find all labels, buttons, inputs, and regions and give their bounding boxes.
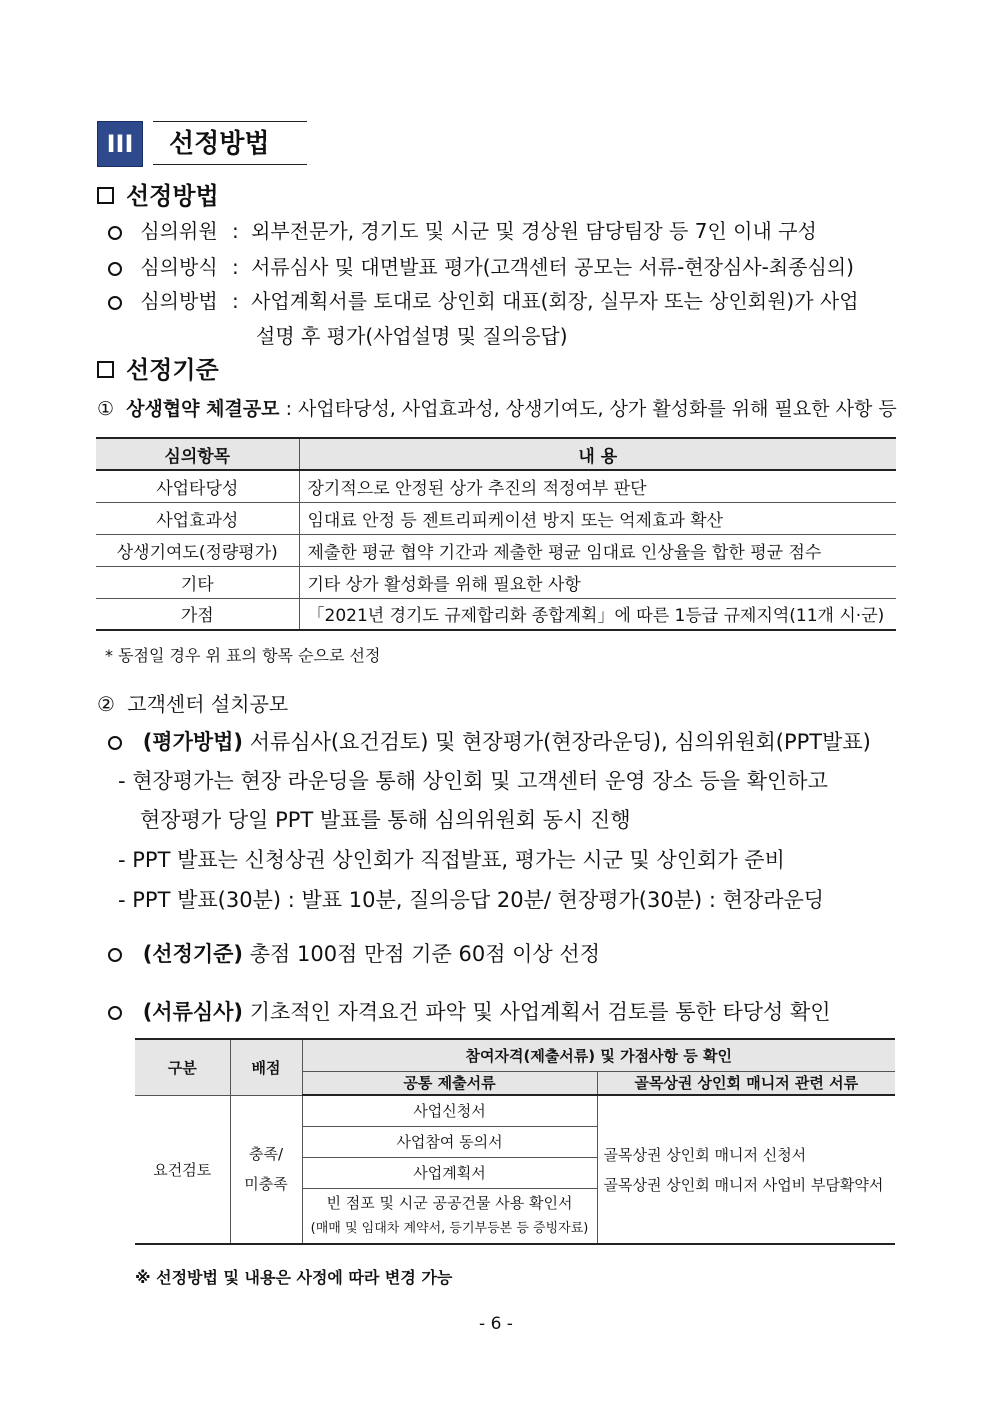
table-row — [135, 1095, 895, 1126]
table-header: 심의항목 — [96, 438, 299, 470]
method-item-3-cont: 설명 후 평가(사업설명 및 질의응답) — [256, 324, 568, 348]
table-cell: 기타 — [96, 566, 299, 598]
selection-criteria — [108, 938, 600, 968]
square-bullet-icon — [97, 361, 114, 378]
score-line-2: 미충족 — [244, 1175, 288, 1194]
item-sep: : — [232, 219, 239, 243]
criteria-item-1 — [97, 394, 897, 421]
criteria-heading — [97, 350, 219, 385]
table-row — [96, 534, 896, 566]
doc-text: 기초적인 자격요건 파악 및 사업계획서 검토를 통한 타당성 확인 — [249, 1000, 831, 1024]
manager-docs-cell — [597, 1095, 895, 1244]
manager-doc-1: 골목상권 상인회 매니저 신청서 — [603, 1145, 807, 1164]
table-cell: 사업참여 동의서 — [302, 1126, 597, 1157]
table-row — [96, 470, 896, 502]
table-cell: 가점 — [96, 598, 299, 630]
table-cell: 장기적으로 안정된 상가 추진의 적정여부 판단 — [299, 470, 896, 502]
method-item-2 — [108, 251, 854, 280]
page-number: - 6 - — [479, 1314, 513, 1334]
circle-bullet-icon — [108, 736, 122, 750]
table-cell: 사업계획서 — [302, 1157, 597, 1188]
table-cell: 임대료 안정 등 젠트리피케이션 방지 또는 억제효과 확산 — [299, 502, 896, 534]
item-text: : 사업타당성, 사업효과성, 상생기여도, 상가 활성화를 위해 필요한 사항 등 — [285, 398, 897, 420]
eval-text: 서류심사(요건검토) 및 현장평가(현장라운딩), 심의위원회(PPT발표) — [249, 730, 871, 754]
table-row — [96, 502, 896, 534]
score-line-1: 충족/ — [248, 1145, 284, 1164]
table-cell: 사업타당성 — [96, 470, 299, 502]
manager-doc-2: 골목상권 상인회 매니저 사업비 부담확약서 — [603, 1175, 884, 1194]
table-cell: 「2021년 경기도 규제합리화 종합계획」에 따른 1등급 규제지역(11개 시·군) — [299, 598, 896, 630]
item-sep: : — [232, 289, 239, 313]
item-number: ② — [97, 692, 115, 716]
table-header: 구분 — [135, 1039, 230, 1095]
criteria-table — [96, 437, 896, 631]
item-text: 외부전문가, 경기도 및 시군 및 경상원 담당팀장 등 7인 이내 구성 — [251, 219, 817, 243]
item-text: 서류심사 및 대면발표 평가(고객센터 공모는 서류-현장심사-최종심의) — [251, 255, 854, 279]
method-heading-text: 선정방법 — [126, 182, 219, 210]
dash-line-1: - 현장평가는 현장 라운딩을 통해 상인회 및 고객센터 운영 장소 등을 확인하고 — [118, 769, 828, 793]
sel-text: 총점 100점 만점 기준 60점 이상 선정 — [249, 942, 601, 966]
document-review — [108, 996, 831, 1026]
square-bullet-icon — [97, 187, 114, 204]
eval-method — [108, 726, 871, 756]
item-label: 심의방식 — [140, 255, 218, 279]
method-item-3 — [108, 285, 859, 314]
eval-bold: (평가방법) — [142, 730, 244, 754]
score-cell — [230, 1095, 302, 1244]
table-header: 내 용 — [299, 438, 896, 470]
item-label: 심의위원 — [140, 219, 218, 243]
table-header: 참여자격(제출서류) 및 가점사항 등 확인 — [302, 1039, 895, 1071]
table-subheader: 공통 제출서류 — [302, 1071, 597, 1095]
table-cell: 제출한 평균 협약 기간과 제출한 평균 임대료 인상율을 합한 평균 점수 — [299, 534, 896, 566]
circle-bullet-icon — [108, 296, 122, 310]
table-header: 배점 — [230, 1039, 302, 1095]
dash-line-4: - PPT 발표(30분) : 발표 10분, 질의응답 20분/ 현장평가(30분) : 현장라운딩 — [118, 888, 825, 912]
section-number: III — [97, 121, 143, 167]
row-label: 요건검토 — [135, 1095, 230, 1244]
table-row — [96, 598, 896, 630]
table-subheader: 골목상권 상인회 매니저 관련 서류 — [597, 1071, 895, 1095]
sel-bold: (선정기준) — [142, 942, 244, 966]
circle-bullet-icon — [108, 948, 122, 962]
table-cell: 상생기여도(정량평가) — [96, 534, 299, 566]
item-sep: : — [232, 255, 239, 279]
item-number: ① — [97, 398, 115, 420]
section-title: 선정방법 — [153, 121, 307, 165]
table-cell: 사업효과성 — [96, 502, 299, 534]
circle-bullet-icon — [108, 226, 122, 240]
item-title: 고객센터 설치공모 — [127, 692, 289, 716]
section-header — [97, 121, 307, 167]
table-cell: 사업신청서 — [302, 1095, 597, 1126]
table-row — [96, 566, 896, 598]
footer-note: ※ 선정방법 및 내용은 사정에 따라 변경 가능 — [135, 1268, 453, 1287]
criteria-item-2 — [97, 688, 288, 717]
doc-line-sub: (매매 및 임대차 계약서, 등기부등본 등 증빙자료) — [310, 1220, 589, 1236]
table-cell — [302, 1188, 597, 1244]
dash-line-3: - PPT 발표는 신청상권 상인회가 직접발표, 평가는 시군 및 상인회가 준비 — [118, 848, 785, 872]
item-bold: 상생협약 체결공모 — [126, 398, 280, 420]
circle-bullet-icon — [108, 262, 122, 276]
dash-line-2: 현장평가 당일 PPT 발표를 통해 심의위원회 동시 진행 — [140, 808, 631, 832]
document-review-table — [135, 1038, 895, 1245]
item-text: 사업계획서를 토대로 상인회 대표(회장, 실무자 또는 상인회원)가 사업 — [251, 289, 859, 313]
table-note: * 동점일 경우 위 표의 항목 순으로 선정 — [105, 646, 381, 665]
method-item-1 — [108, 215, 817, 244]
method-heading — [97, 176, 219, 211]
doc-bold: (서류심사) — [142, 1000, 244, 1024]
doc-line: 빈 점포 및 시군 공공건물 사용 확인서 — [326, 1193, 573, 1212]
item-label: 심의방법 — [140, 289, 218, 313]
table-cell: 기타 상가 활성화를 위해 필요한 사항 — [299, 566, 896, 598]
criteria-heading-text: 선정기준 — [126, 356, 219, 384]
circle-bullet-icon — [108, 1006, 122, 1020]
